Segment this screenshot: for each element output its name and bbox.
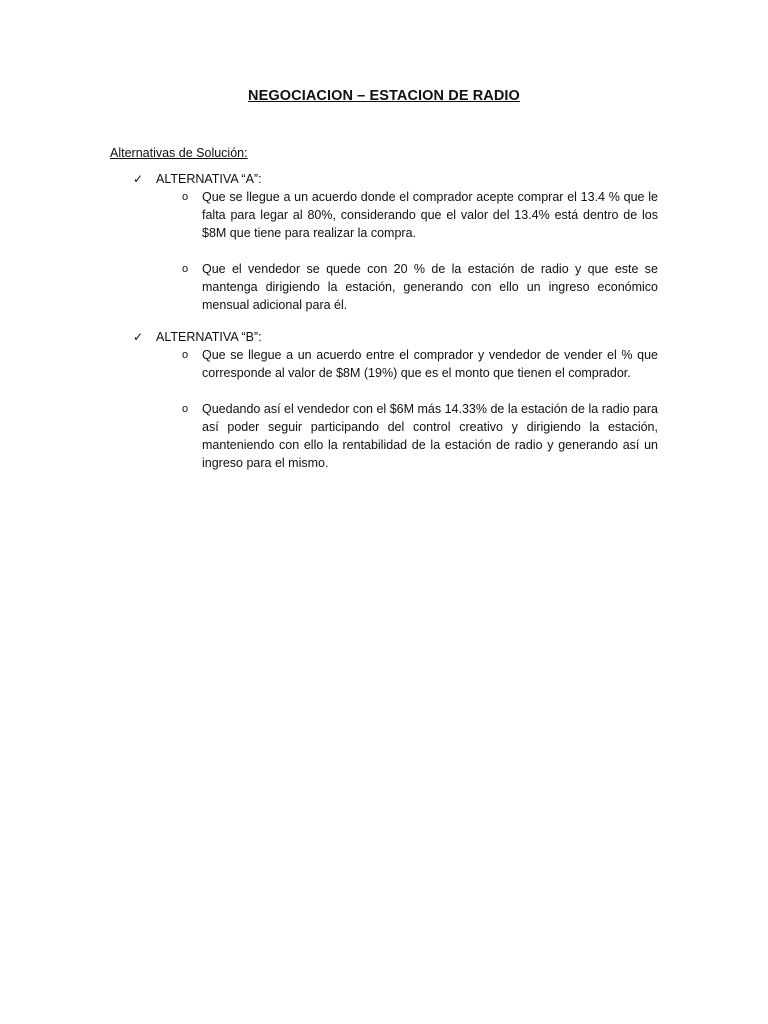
alternative-header [110,328,658,346]
alternative-header [110,170,658,188]
alternative-b [110,328,658,472]
circle-bullet-icon: o [182,191,189,203]
alternative-a [110,170,658,314]
list-item [182,346,658,382]
section-heading: Alternativas de Solución: [110,146,248,160]
circle-bullet-icon: o [182,403,189,415]
list-item-text: Que se llegue a un acuerdo entre el comprador y vendedor de vender el % que corresponde al valor de $8M (19%) que es el monto que tienen el comprador. [202,348,658,380]
circle-bullet-icon: o [182,349,189,361]
document-title: NEGOCIACION – ESTACION DE RADIO [248,88,520,104]
list-item [182,188,658,242]
check-icon: ✓ [133,330,144,344]
alternative-label: ALTERNATIVA “B”: [156,330,262,344]
list-item-text: Quedando así el vendedor con el $6M más 14.33% de la estación de la radio para así poder seguir participando del control creativo y dirigiendo la estación, manteniendo con ello la rentabilidad de la estación de radio y generando así un ingreso para el mismo. [202,402,658,470]
circle-bullet-icon: o [182,263,189,275]
check-icon: ✓ [133,172,144,186]
list-item-text: Que se llegue a un acuerdo donde el comprador acepte comprar el 13.4 % que le falta para legar al 80%, considerando que el valor del 13.4% está dentro de los $8M que tiene para realizar la compra. [202,190,658,240]
list-item [182,260,658,314]
alternatives-list [110,170,658,486]
list-item [182,400,658,472]
list-item-text: Que el vendedor se quede con 20 % de la estación de radio y que este se mantenga dirigiendo la estación, generando con ello un ingreso económico mensual adicional para él. [202,262,658,312]
alternative-label: ALTERNATIVA “A”: [156,172,262,186]
